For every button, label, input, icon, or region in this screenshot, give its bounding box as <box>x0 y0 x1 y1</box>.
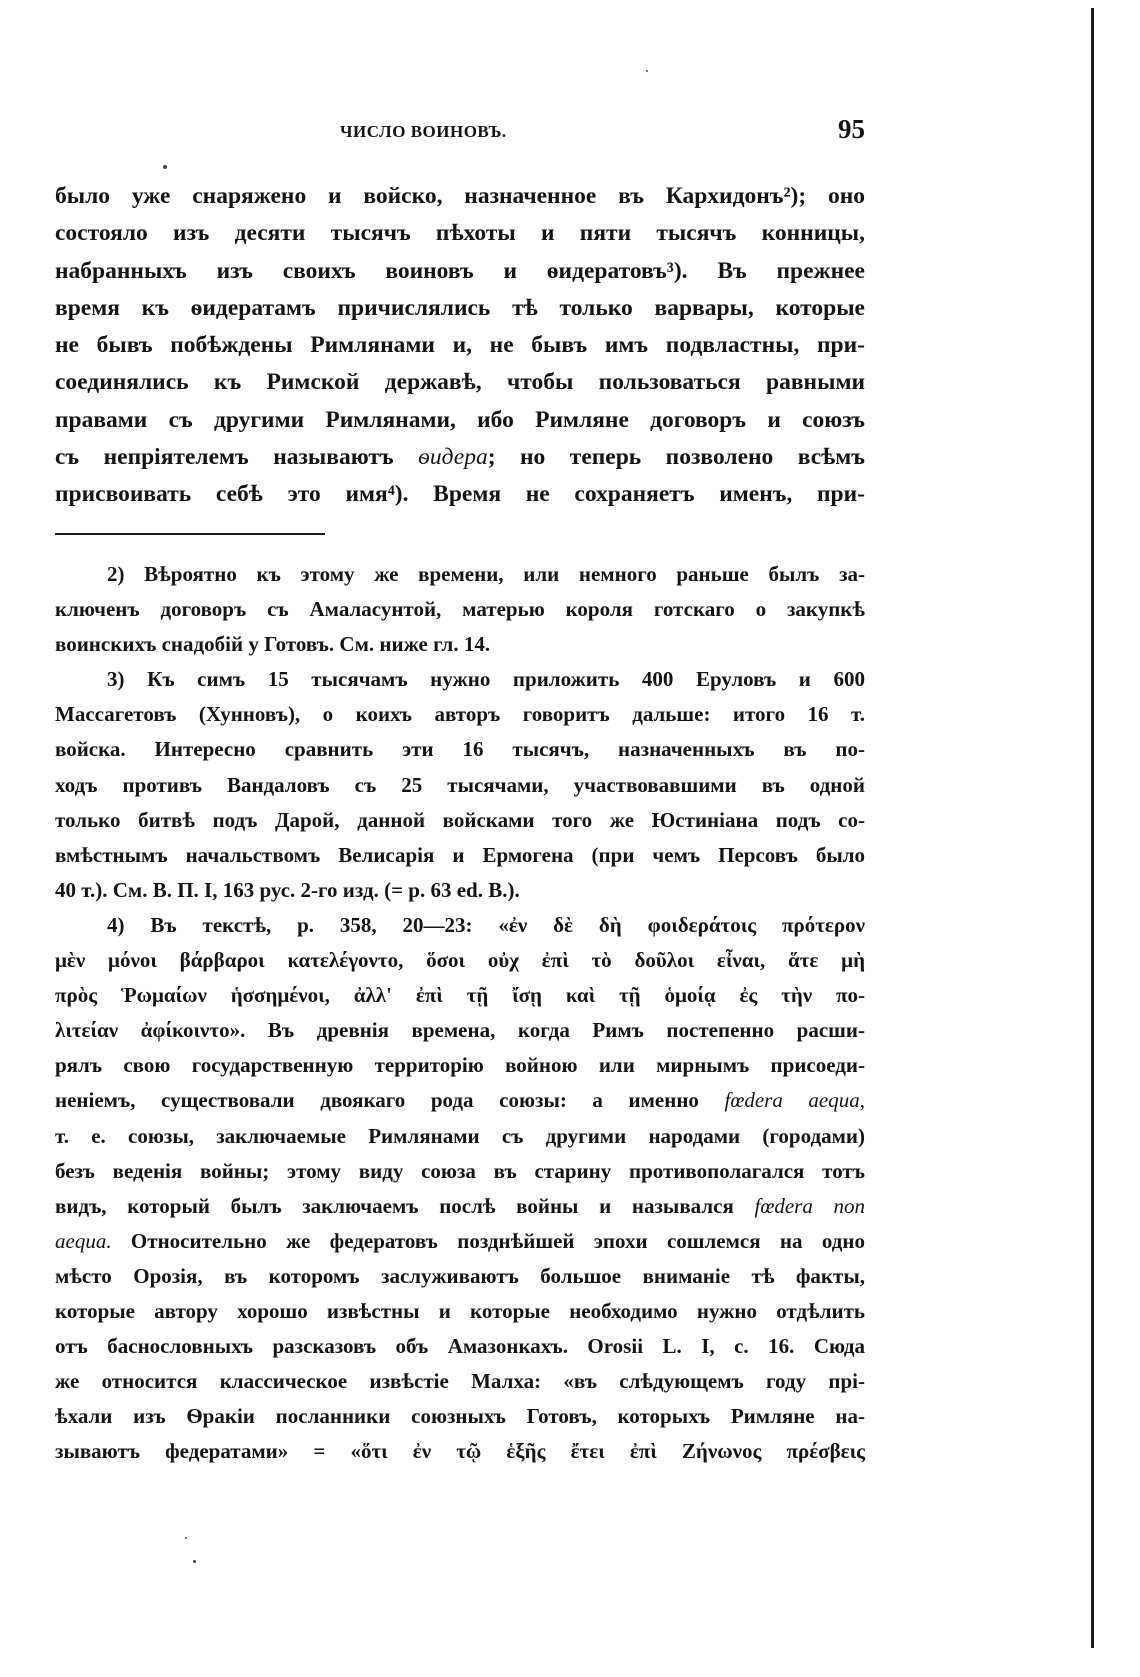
footnote-4-line-with-italic <box>55 1224 865 1259</box>
main-paragraph <box>55 178 865 514</box>
footnote-3-line: вмѣстнымъ начальствомъ Велисарія и Ермогена (при чемъ Персовъ было <box>55 842 865 867</box>
footnote-3-line: 40 т.). См. В. П. I, 163 рус. 2-го изд. (= p. 63 ed. B.). <box>55 877 520 902</box>
footnote-4-line: безъ веденія войны; этому виду союза въ старину противополагался тотъ <box>55 1158 865 1183</box>
page-header <box>55 110 865 150</box>
text-segment: ; но теперь позволено всѣмъ <box>487 444 865 471</box>
text-line: набранныхъ изъ своихъ воиновъ и ѳидератовъ³). Въ прежнее <box>55 257 865 284</box>
italic-term: ѳидера <box>418 444 488 471</box>
footnote-4-line: отъ баснословныхъ разсказовъ объ Амазонкахъ. Orosii L. I, c. 16. Сюда <box>55 1334 865 1359</box>
italic-term: fœdera non <box>754 1193 865 1218</box>
footnote-4-line: же относится классическое извѣстіе Малха: «въ слѣдующемъ году прі- <box>55 1369 865 1394</box>
text-line: состояло изъ десяти тысячъ пѣхоты и пяти тысячъ конницы, <box>55 220 865 247</box>
text-line: присвоивать себѣ это имя⁴). Время не сохраняетъ именъ, при- <box>55 481 865 508</box>
footnote-4-line-with-italic <box>55 1083 865 1118</box>
print-speck <box>646 70 648 72</box>
footnote-4-line: λιτείαν ἀφίκοιντο». Въ древнія времена, когда Римъ постепенно расши- <box>55 1018 865 1043</box>
footnotes <box>55 557 865 1469</box>
print-speck <box>163 165 167 169</box>
footnote-4-line: которые автору хорошо извѣстны и которые необходимо нужно отдѣлить <box>55 1298 865 1323</box>
footnote-2-line: 2) Вѣроятно къ этому же времени, или немного раньше былъ за- <box>107 562 865 586</box>
text-segment: неніемъ, существовали двоякаго рода союзы: а именно <box>55 1088 725 1113</box>
footnote-3-line: ходъ противъ Вандаловъ съ 25 тысячами, участвовавшими въ одной <box>55 772 865 797</box>
footnote-4-line: зываютъ федератами» = «ὅτι ἐν τῷ ἑξῆς ἔτει ἐπὶ Ζήνωνος πρέσβεις <box>55 1439 865 1464</box>
text-line: правами съ другими Римлянами, ибо Римляне договоръ и союзъ <box>55 406 865 433</box>
running-head: ЧИСЛО ВОИНОВЪ. <box>340 122 507 141</box>
footnote-4-line: ѣхали изъ Ѳракіи посланники союзныхъ Готовъ, которыхъ Римляне на- <box>55 1404 865 1429</box>
text-segment: Относительно же федератовъ позднѣйшей эпохи сошлемся на одно <box>111 1228 865 1253</box>
page-edge-line <box>1091 8 1094 1648</box>
footnote-2-line: воинскихъ снадобій у Готовъ. См. ниже гл. 14. <box>55 632 491 657</box>
footnote-4-line: 4) Въ текстѣ, p. 358, 20—23: «ἐν δὲ δὴ φοιδεράτοις πρότερον <box>107 912 865 937</box>
footnote-4-line: πρὸς Ῥωμαίων ἡσσημένοι, ἀλλ' ἐπὶ τῇ ἴσῃ καὶ τῇ ὁμοίᾳ ἐς τὴν πο- <box>55 983 865 1008</box>
footnote-4-line: мѣсто Орозія, въ которомъ заслуживаютъ большое вниманіе тѣ факты, <box>55 1263 865 1288</box>
footnote-3-line: войска. Интересно сравнить эти 16 тысячъ, назначенныхъ въ по- <box>55 737 865 762</box>
print-speck <box>185 1537 187 1539</box>
footnote-3-line: только битвѣ подъ Дарой, данной войсками того же Юстиніана подъ со- <box>55 807 865 832</box>
page-number: 95 <box>838 114 865 144</box>
text-line: соединялись къ Римской державѣ, чтобы пользоваться равными <box>55 369 865 396</box>
text-line-with-italic <box>55 439 865 476</box>
footnote-4-line: рялъ свою государственную территорію войною или мирнымъ присоеди- <box>55 1053 865 1078</box>
italic-term: aequa. <box>55 1228 112 1253</box>
text-line: было уже снаряжено и войско, назначенное въ Кархидонъ²); оно <box>55 183 865 209</box>
text-segment: видъ, который былъ заключаемъ послѣ войны и назывался <box>55 1193 755 1218</box>
footnote-separator <box>55 533 325 535</box>
text-line: не бывъ побѣждены Римлянами и, не бывъ имъ подвластны, при- <box>55 332 865 359</box>
italic-term: fœdera aequa, <box>724 1088 866 1113</box>
footnote-4-line-with-italic <box>55 1189 865 1224</box>
text-segment: съ непріятелемъ называютъ <box>55 444 419 471</box>
footnote-3-line: Массагетовъ (Хунновъ), о коихъ авторъ говоритъ дальше: итого 16 т. <box>55 702 865 727</box>
footnote-3-line: 3) Къ симъ 15 тысячамъ нужно приложить 400 Еруловъ и 600 <box>107 667 865 692</box>
print-speck <box>193 1560 196 1563</box>
text-line: время къ ѳидератамъ причислялись тѣ только варвары, которые <box>55 294 865 321</box>
footnote-4-line: μὲν μόνοι βάρβαροι κατελέγοντο, ὅσοι οὐχ ἐπὶ τὸ δοῦλοι εἶναι, ἅτε μὴ <box>55 948 865 973</box>
footnote-4-line: т. е. союзы, заключаемые Римлянами съ другими народами (городами) <box>55 1123 865 1148</box>
footnote-2-line: ключенъ договоръ съ Амаласунтой, матерью короля готскаго о закупкѣ <box>55 597 865 622</box>
